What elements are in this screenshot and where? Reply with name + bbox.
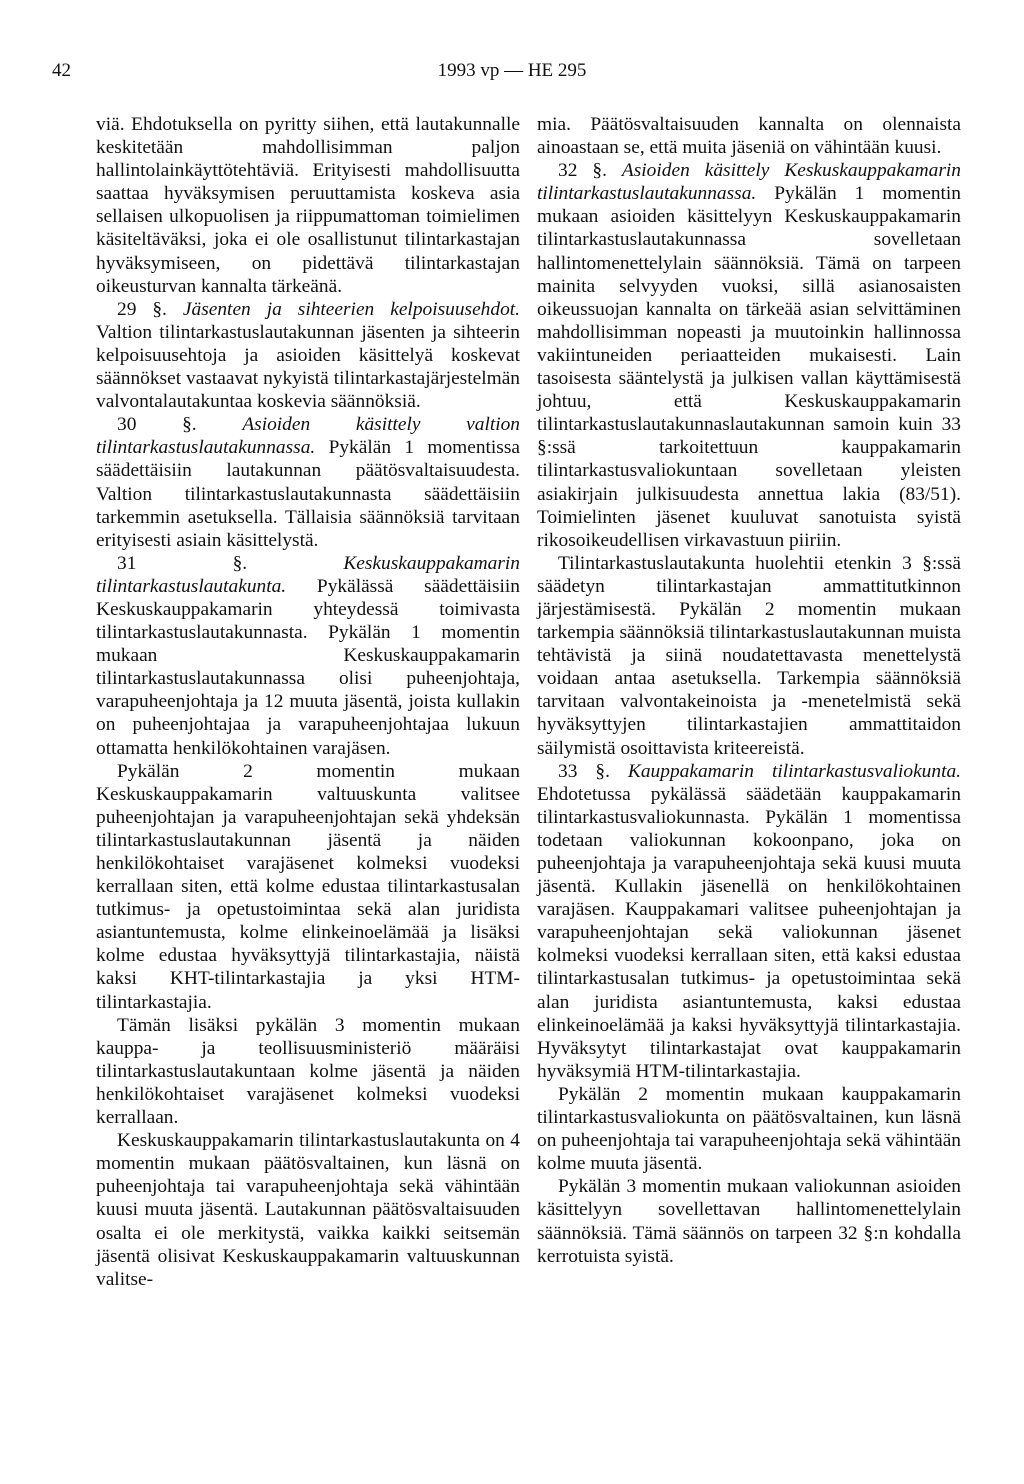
section-title: Jäsenten ja sihteerien kelpoisuusehdot.	[182, 298, 521, 320]
paragraph: Pykälän 2 momentin mukaan kauppakamarin tilintarkastusvaliokunta on päätösvaltainen, kun läsnä on puheenjohtaja tai varapuheenjohtaja sekä vähintään kolme muuta jäsentä.	[537, 1083, 961, 1175]
section-text: Pykälän 1 momentin mukaan asioiden käsittelyyn Keskuskauppakamarin tilintarkastuslautakunnassa sovelletaan hallintomenettelylain säännöksiä. Tämä on tarpeen mainita selvyyden vuoksi, sillä asianosaisten oikeussuojan kannalta on tärkeää asian selvittäminen mahdollisimman nopeasti ja muutoinkin hallinnossa vakiintuneiden periaatteiden mukaisesti. Lain tasoisesta sääntelystä ja julkisen vallan käyttämisestä johtuu, että Keskuskauppakamarin tilintarkastuslautakunnaslautakunnan samoin kuin 33 §:ssä tarkoitettuun kauppakamarin tilintarkastusvaliokuntaan sovelletaan yleisten asiakirjain julkisuudesta annettua lakia (83/51). Toimielinten jäsenet kuuluvat sanotuista syistä rikosoikeudellisen virkavastuun piiriin.	[537, 183, 961, 551]
paragraph: Tilintarkastuslautakunta huolehtii etenkin 3 §:ssä säädetyn tilintarkastajan ammattitutkinnon järjestämisestä. Pykälän 2 momentin mukaan tarkempia säännöksiä tilintarkastuslautakunnan muista tehtävistä ja siinä noudatettavasta menettelystä voidaan antaa asetuksella. Tarkempia säännöksiä tarvitaan valvontakeinoista ja -menetelmistä sekä hyväksyttyjen tilintarkastajien ammattitaidon säilymistä osoittavista kriteereistä.	[537, 552, 961, 759]
paragraph: mia. Päätösvaltaisuuden kannalta on olennaista ainoastaan se, että muita jäseniä on vähintään kuusi.	[537, 114, 961, 159]
paragraph: Tämän lisäksi pykälän 3 momentin mukaan kauppa- ja teollisuusministeriö määräisi tilintarkastuslautakuntaan kolme jäsentä ja näiden henkilökohtaiset varajäsenet kolmeksi vuodeksi kerrallaan.	[96, 1014, 520, 1129]
paragraph: viä. Ehdotuksella on pyritty siihen, että lautakunnalle keskitetään mahdollisimman paljon hallintolainkäyttötehtäviä. Erityisesti mahdollisuutta saattaa hyväksymisen peruuttamista koskeva asia sellaisen ulkopuolisen ja riippumattoman toimielimen käsiteltäväksi, joka ei ole osallistunut tilintarkastajan hyväksymiseen, on pidettävä tilintarkastajan oikeusturvan kannalta tärkeänä.	[96, 114, 520, 297]
section-number: 32 §.	[558, 160, 607, 182]
section-text: Ehdotetussa pykälässä säädetään kauppakamarin tilintarkastusvaliokunnasta. Pykälän 1 momentissa todetaan valiokunnan kokoonpano, joka on puheenjohtaja ja varapuheenjohtaja sekä kuusi muuta jäsentä. Kullakin jäsenellä on henkilökohtainen varajäsen. Kauppakamari valitsee puheenjohtajan ja varapuheenjohtajan sekä valiokunnan jäsenet kolmeksi vuodeksi kerrallaan siten, että kaksi edustaa tilintarkastusalan tutkimus- ja opetustoimintaa sekä alan juridista asiantuntemusta, kaksi edustaa elinkeinoelämää ja kaksi hyväksyttyjä tilintarkastajia. Hyväksytyt tilintarkastajat ovat kauppakamarin hyväksymiä HTM-tilintarkastajia.	[537, 783, 961, 1082]
section-text: Pykälän 1 momentissa säädettäisiin lautakunnan päätösvaltaisuudesta. Valtion tilintarkastuslautakunnasta säädettäisiin tarkemmin asetuksella. Tällaisia säännöksiä tarvitaan erityisesti asiain käsittelystä.	[96, 437, 520, 551]
section-text: Valtion tilintarkastuslautakunnan jäsenten ja sihteerin kelpoisuusehtoja ja asioiden käsittelyä koskevat säännökset vastaavat nykyistä tilintarkastajärjestelmän valvontalautakuntaa koskevia säännöksiä.	[96, 321, 520, 413]
section-title: Asioiden käsittely valtion tilintarkastuslautakunnassa.	[96, 414, 520, 459]
section-29	[96, 298, 520, 413]
section-title: Asioiden käsittely Keskuskauppakamarin tilintarkastuslautakunnassa.	[537, 160, 961, 205]
section-number: 29 §.	[117, 298, 167, 320]
section-number: 30 §.	[117, 414, 197, 436]
paragraph: Pykälän 3 momentin mukaan valiokunnan asioiden käsittelyyn sovellettavan hallintomenettelylain säännöksiä. Tämä säännös on tarpeen 32 §:n kohdalla kerrotuista syistä.	[537, 1176, 961, 1267]
section-32	[537, 159, 961, 552]
section-number: 31 §.	[117, 552, 248, 574]
section-title: Keskuskauppakamarin tilintarkastuslautakunta.	[96, 552, 520, 597]
page-header	[0, 60, 1024, 92]
right-column	[537, 113, 961, 1268]
section-number: 33 §.	[558, 760, 610, 782]
section-30	[96, 413, 520, 552]
paragraph: Keskuskauppakamarin tilintarkastuslautakunta on 4 momentin mukaan päätösvaltainen, kun läsnä on puheenjohtaja tai varapuheenjohtaja sekä vähintään kuusi muuta jäsentä. Lautakunnan päätösvaltaisuuden osalta ei ole merkitystä, vaikka kaikki seitsemän jäsentä olisivat Keskuskauppakamarin valtuuskunnan valitse-	[96, 1130, 520, 1290]
left-column	[96, 113, 520, 1291]
section-text: Pykälässä säädettäisiin Keskuskauppakamarin yhteydessä toimivasta tilintarkastuslautakunnasta. Pykälän 1 momentin mukaan Keskuskauppakamarin tilintarkastuslautakunnassa olisi puheenjohtaja, varapuheenjohtaja ja 12 muuta jäsentä, joista kullakin on puheenjohtajaa ja varapuheenjohtajaa lukuun ottamatta henkilökohtainen varajäsen.	[96, 575, 520, 759]
section-33	[537, 760, 961, 1083]
section-31	[96, 552, 520, 760]
paragraph: Pykälän 2 momentin mukaan Keskuskauppakamarin valtuuskunta valitsee puheenjohtajan ja varapuheenjohtajan sekä yhdeksän tilintarkastuslautakunnan jäsentä ja näiden henkilökohtaiset varajäsenet kolmeksi vuodeksi kerrallaan siten, että kolme edustaa tilintarkastusalan tutkimus- ja opetustoimintaa sekä alan juridista asiantuntemusta, kolme elinkeinoelämää ja lisäksi kolme edustaa hyväksyttyjä tilintarkastajia, näistä kaksi KHT-tilintarkastajia ja yksi HTM-tilintarkastajia.	[96, 760, 520, 1013]
section-title: Kauppakamarin tilintarkastusvaliokunta.	[627, 760, 961, 782]
page-number: 42	[52, 60, 71, 81]
running-head: 1993 vp — HE 295	[437, 60, 587, 81]
